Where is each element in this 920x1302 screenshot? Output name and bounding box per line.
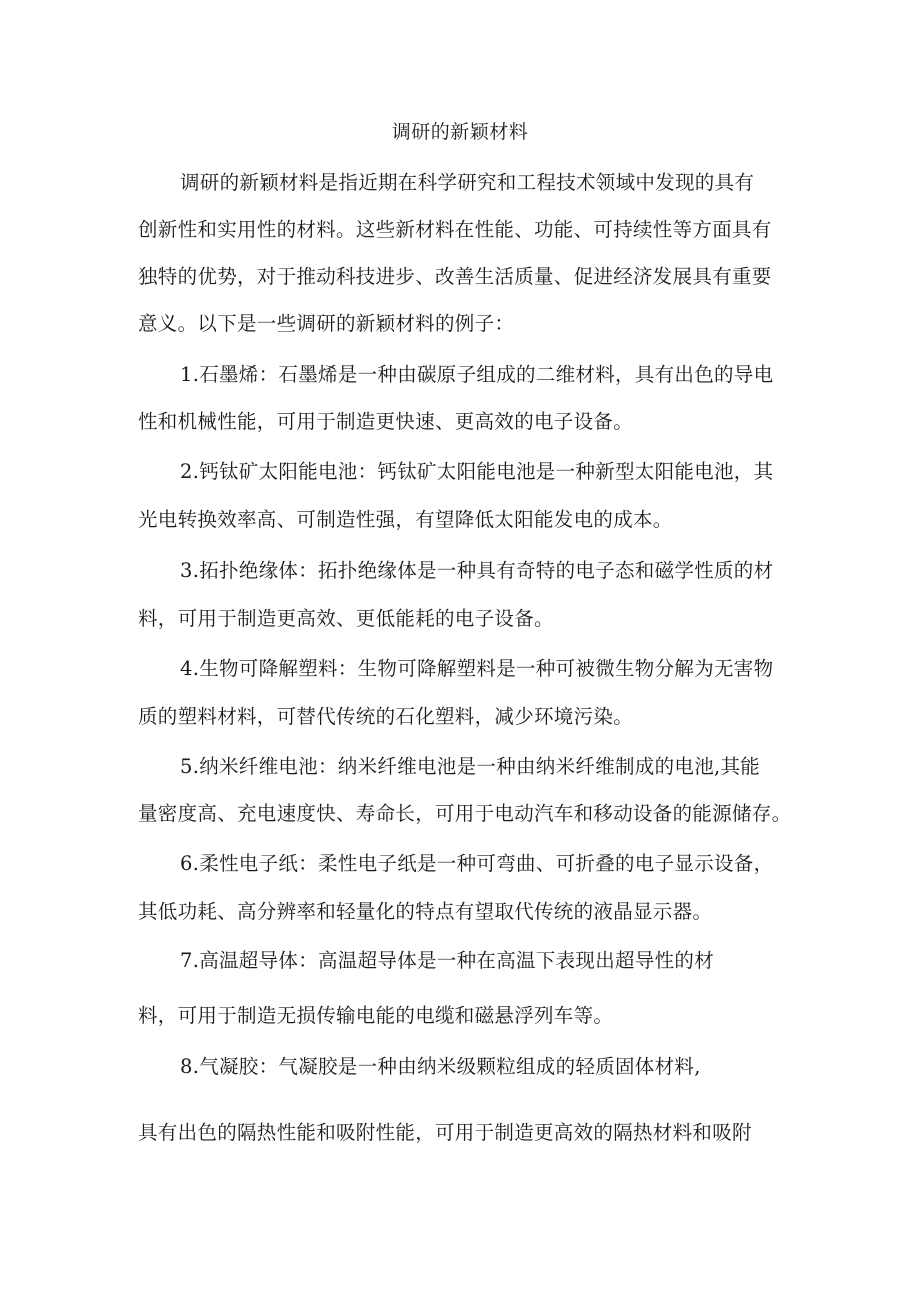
paragraph-line: 量密度高、充电速度快、寿命长，可用于电动汽车和移动设备的能源储存。: [138, 802, 792, 825]
paragraph-line: 独特的优势，对于推动科技进步、改善生活质量、促进经济发展具有重要: [138, 265, 772, 288]
document-title: 调研的新颖材料: [391, 121, 529, 143]
paragraph-line: 6.柔性电子纸：柔性电子纸是一种可弯曲、可折叠的电子显示设备，: [180, 852, 774, 875]
paragraph-line: 料，可用于制造更高效、更低能耗的电子设备。: [138, 607, 554, 630]
paragraph-line: 具有出色的隔热性能和吸附性能，可用于制造更高效的隔热材料和吸附: [138, 1121, 752, 1144]
paragraph-line: 性和机械性能，可用于制造更快速、更高效的电子设备。: [138, 410, 634, 433]
paragraph-line: 5.纳米纤维电池：纳米纤维电池是一种由纳米纤维制成的电池,其能: [180, 755, 761, 778]
paragraph-line: 光电转换效率高、可制造性强，有望降低太阳能发电的成本。: [138, 508, 673, 531]
paragraph-line: 料，可用于制造无损传输电能的电缆和磁悬浮列车等。: [138, 1004, 614, 1027]
paragraph-line: 7.高温超导体：高温超导体是一种在高温下表现出超导性的材: [180, 949, 715, 972]
paragraph-line: 1.石墨烯：石墨烯是一种由碳原子组成的二维材料，具有出色的导电: [180, 363, 774, 386]
paragraph-line: 3.拓扑绝缘体：拓扑绝缘体是一种具有奇特的电子态和磁学性质的材: [180, 559, 774, 582]
paragraph-line: 质的塑料材料，可替代传统的石化塑料，减少环境污染。: [138, 705, 634, 728]
paragraph-line: 8.气凝胶：气凝胶是一种由纳米级颗粒组成的轻质固体材料,: [180, 1055, 701, 1078]
paragraph-line: 创新性和实用性的材料。这些新材料在性能、功能、可持续性等方面具有: [138, 218, 772, 241]
paragraph-line: 意义。以下是一些调研的新颖材料的例子：: [138, 312, 515, 335]
paragraph-line: 调研的新颖材料是指近期在科学研究和工程技术领域中发现的具有: [180, 171, 755, 194]
paragraph-line: 4.生物可降解塑料：生物可降解塑料是一种可被微生物分解为无害物: [180, 657, 774, 680]
paragraph-line: 2.钙钛矿太阳能电池：钙钛矿太阳能电池是一种新型太阳能电池，其: [180, 460, 774, 483]
paragraph-line: 其低功耗、高分辨率和轻量化的特点有望取代传统的液晶显示器。: [138, 900, 713, 923]
